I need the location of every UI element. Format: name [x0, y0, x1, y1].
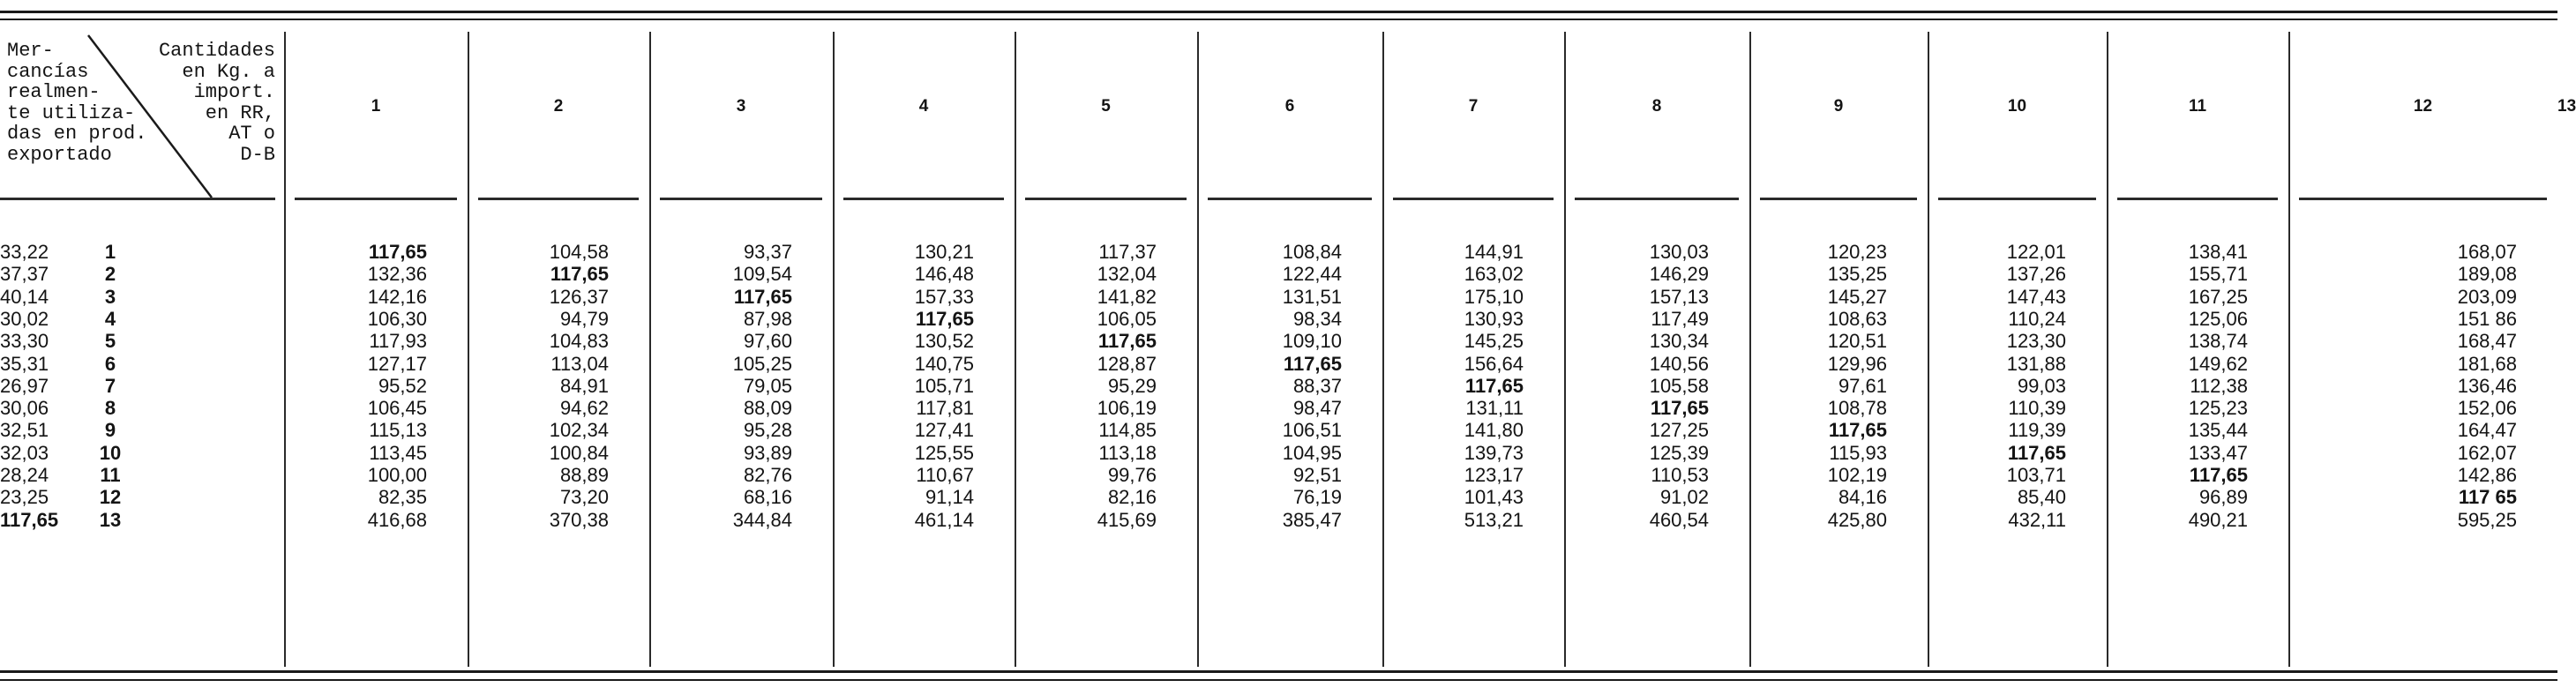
row-heading: 13 — [99, 508, 122, 531]
table-cell: 125,55 — [914, 441, 974, 464]
table-cell: 104,95 — [1282, 441, 1342, 464]
table-cell: 123,17 — [1464, 464, 1524, 486]
corner-header-underline — [0, 198, 275, 200]
corner-left-line: exportado — [7, 143, 112, 166]
table-cell: 117,65 — [1464, 374, 1524, 397]
table-cell: 167,25 — [2188, 285, 2248, 308]
table-cell: 415,69 — [1097, 508, 1157, 531]
table-cell: 99,03 — [2017, 374, 2066, 397]
table-cell: 37,37 — [0, 263, 49, 286]
table-cell: 108,63 — [1827, 307, 1887, 330]
table-cell: 95,52 — [378, 374, 427, 397]
corner-column-header — [143, 41, 275, 165]
corner-right-line: D-B — [240, 143, 275, 166]
table-cell: 117,49 — [1651, 307, 1709, 330]
column-heading: 5 — [1101, 97, 1111, 116]
table-cell: 131,11 — [1465, 397, 1524, 420]
table-cell: 146,48 — [914, 263, 974, 286]
table-cell: 145,27 — [1827, 285, 1887, 308]
table-cell: 151 86 — [2457, 307, 2517, 330]
table-cell: 94,79 — [559, 307, 609, 330]
table-cell: 145,25 — [1464, 330, 1524, 353]
table-cell: 117,81 — [916, 397, 974, 420]
table-cell: 460,54 — [1649, 508, 1709, 531]
column-separator — [1197, 32, 1199, 667]
table-cell: 127,17 — [367, 352, 427, 375]
table-cell: 130,21 — [914, 241, 974, 263]
table-cell: 82,35 — [378, 486, 427, 509]
table-cell: 117,65 — [915, 307, 974, 330]
row-heading: 1 — [104, 241, 116, 263]
column-header-underline — [843, 198, 1004, 200]
corner-left-line: das en prod. — [7, 123, 147, 145]
table-cell: 84,16 — [1838, 486, 1887, 509]
table-cell: 117,65 — [1650, 397, 1709, 420]
table-cell: 112,38 — [2190, 374, 2248, 397]
table-cell: 344,84 — [732, 508, 792, 531]
table-cell: 104,83 — [549, 330, 609, 353]
row-heading: 5 — [104, 330, 116, 353]
table-cell: 123,30 — [2006, 330, 2066, 353]
table-cell: 125,23 — [2188, 397, 2248, 420]
table-cell: 138,74 — [2188, 330, 2248, 353]
table-cell: 117,65 — [0, 508, 59, 531]
table-cell: 93,37 — [743, 241, 792, 263]
table-cell: 109,54 — [732, 263, 792, 286]
table-cell: 105,58 — [1649, 374, 1709, 397]
table-cell: 35,31 — [0, 352, 49, 375]
row-heading: 12 — [99, 486, 122, 509]
table-cell: 130,34 — [1649, 330, 1709, 353]
table-cell: 156,64 — [1464, 352, 1524, 375]
row-heading: 10 — [99, 441, 122, 464]
column-header-underline — [660, 198, 822, 200]
column-heading: 13 — [2557, 97, 2576, 116]
table-cell: 117,65 — [2189, 464, 2248, 486]
table-cell: 23,25 — [0, 486, 49, 509]
table-cell: 28,24 — [0, 464, 49, 486]
corner-left-line: realmen- — [7, 81, 101, 103]
table-cell: 110,39 — [2008, 397, 2066, 420]
table-cell: 162,07 — [2457, 441, 2517, 464]
table-cell: 138,41 — [2188, 241, 2248, 263]
table-cell: 140,75 — [914, 352, 974, 375]
column-header-underline — [1025, 198, 1187, 200]
column-separator — [2288, 32, 2290, 667]
corner-row-header — [7, 40, 147, 166]
table-cell: 33,22 — [0, 241, 49, 263]
table-cell: 140,56 — [1649, 352, 1709, 375]
row-heading: 3 — [104, 285, 116, 308]
column-heading: 9 — [1833, 97, 1844, 116]
table-cell: 105,25 — [732, 352, 792, 375]
table-cell: 73,20 — [559, 486, 609, 509]
table-cell: 461,14 — [914, 508, 974, 531]
table-cell: 117,65 — [1283, 352, 1342, 375]
table-cell: 125,06 — [2188, 307, 2248, 330]
table-cell: 32,51 — [0, 419, 49, 442]
table-cell: 131,88 — [2006, 352, 2066, 375]
column-heading: 10 — [2007, 97, 2027, 116]
row-heading: 4 — [104, 307, 116, 330]
corner-right-line: Cantidades — [158, 40, 275, 62]
table-cell: 127,41 — [914, 419, 974, 442]
table-cell: 130,52 — [914, 330, 974, 353]
table-cell: 117 65 — [2458, 486, 2517, 509]
table-cell: 113,45 — [369, 441, 427, 464]
column-separator — [1564, 32, 1566, 667]
row-heading: 9 — [104, 419, 116, 442]
table-cell: 122,01 — [2006, 241, 2066, 263]
corner-left-line: te utiliza- — [7, 101, 136, 124]
column-separator — [284, 32, 286, 667]
column-header-underline — [1393, 198, 1554, 200]
table-cell: 117,65 — [1097, 330, 1157, 353]
row-heading: 11 — [100, 464, 121, 486]
table-cell: 126,37 — [549, 285, 609, 308]
table-cell: 119,39 — [2008, 419, 2066, 442]
row-heading: 6 — [104, 352, 116, 375]
table-cell: 102,34 — [549, 419, 609, 442]
table-cell: 92,51 — [1292, 464, 1342, 486]
corner-right-line: en RR, — [205, 101, 275, 124]
table-cell: 155,71 — [2188, 263, 2248, 286]
table-cell: 84,91 — [559, 374, 609, 397]
table-cell: 96,89 — [2198, 486, 2248, 509]
table-cell: 132,36 — [367, 263, 427, 286]
table-cell: 108,78 — [1827, 397, 1887, 420]
table-cell: 132,04 — [1097, 263, 1157, 286]
table-cell: 164,47 — [2457, 419, 2517, 442]
row-heading: 7 — [104, 374, 116, 397]
table-cell: 385,47 — [1282, 508, 1342, 531]
table-cell: 103,71 — [2006, 464, 2066, 486]
table-cell: 129,96 — [1827, 352, 1887, 375]
table-cell: 95,29 — [1107, 374, 1157, 397]
column-separator — [1928, 32, 1929, 667]
table-cell: 122,44 — [1282, 263, 1342, 286]
table-cell: 203,09 — [2457, 285, 2517, 308]
column-separator — [1015, 32, 1016, 667]
table-cell: 149,62 — [2188, 352, 2248, 375]
column-heading: 3 — [736, 97, 746, 116]
table-cell: 137,26 — [2006, 263, 2066, 286]
table-cell: 127,25 — [1649, 419, 1709, 442]
table-cell: 98,34 — [1292, 307, 1342, 330]
table-cell: 152,06 — [2457, 397, 2517, 420]
table-cell: 104,58 — [549, 241, 609, 263]
column-heading: 7 — [1468, 97, 1479, 116]
table-cell: 189,08 — [2457, 263, 2517, 286]
table-cell: 142,86 — [2457, 464, 2517, 486]
table-cell: 117,65 — [368, 241, 427, 263]
table-cell: 113,04 — [550, 352, 609, 375]
table-cell: 157,33 — [914, 285, 974, 308]
table-cell: 125,39 — [1649, 441, 1709, 464]
table-cell: 106,51 — [1282, 419, 1342, 442]
table-cell: 113,18 — [1098, 441, 1157, 464]
table-cell: 30,06 — [0, 397, 49, 420]
table-cell: 513,21 — [1464, 508, 1524, 531]
table-cell: 130,93 — [1464, 307, 1524, 330]
row-heading: 8 — [104, 397, 116, 420]
table-cell: 106,45 — [367, 397, 427, 420]
corner-right-line: AT o — [228, 123, 275, 145]
table-cell: 135,25 — [1827, 263, 1887, 286]
table-cell: 105,71 — [914, 374, 974, 397]
table-cell: 98,47 — [1292, 397, 1342, 420]
column-header-underline — [1760, 198, 1917, 200]
table-cell: 117,65 — [2007, 441, 2066, 464]
table-cell: 110,67 — [916, 464, 974, 486]
column-header-underline — [1575, 198, 1739, 200]
table-cell: 120,51 — [1827, 330, 1887, 353]
table-cell: 135,44 — [2188, 419, 2248, 442]
column-heading: 12 — [2413, 97, 2433, 116]
column-separator — [1382, 32, 1384, 667]
column-header-underline — [1938, 198, 2096, 200]
table-cell: 175,10 — [1464, 285, 1524, 308]
table-cell: 128,87 — [1097, 352, 1157, 375]
table-cell: 110,24 — [2008, 307, 2066, 330]
table-cell: 117,93 — [369, 330, 427, 353]
column-heading: 1 — [371, 97, 381, 116]
table-cell: 110,53 — [1651, 464, 1709, 486]
column-separator — [2107, 32, 2108, 667]
table-cell: 146,29 — [1649, 263, 1709, 286]
table-cell: 33,30 — [0, 330, 49, 353]
table-cell: 114,85 — [1098, 419, 1157, 442]
table-cell: 93,89 — [743, 441, 792, 464]
table-cell: 97,61 — [1838, 374, 1887, 397]
table-cell: 94,62 — [559, 397, 609, 420]
table-cell: 101,43 — [1464, 486, 1524, 509]
column-header-underline — [2117, 198, 2278, 200]
table-cell: 88,09 — [743, 397, 792, 420]
table-cell: 30,02 — [0, 307, 49, 330]
table-cell: 432,11 — [2008, 508, 2066, 531]
table-cell: 82,16 — [1107, 486, 1157, 509]
table-cell: 141,80 — [1464, 419, 1524, 442]
table-cell: 79,05 — [743, 374, 792, 397]
column-separator — [1749, 32, 1751, 667]
column-separator — [468, 32, 469, 667]
column-header-underline — [478, 198, 639, 200]
column-header-underline — [295, 198, 457, 200]
table-cell: 88,37 — [1292, 374, 1342, 397]
table-cell: 163,02 — [1464, 263, 1524, 286]
column-heading: 8 — [1651, 97, 1662, 116]
table-cell: 139,73 — [1464, 441, 1524, 464]
table-cell: 144,91 — [1464, 241, 1524, 263]
table-cell: 141,82 — [1097, 285, 1157, 308]
table-cell: 95,28 — [743, 419, 792, 442]
table-cell: 68,16 — [743, 486, 792, 509]
table-cell: 91,14 — [925, 486, 974, 509]
table-cell: 142,16 — [367, 285, 427, 308]
table-cell: 181,68 — [2457, 352, 2517, 375]
column-heading: 4 — [918, 97, 929, 116]
table-cell: 99,76 — [1107, 464, 1157, 486]
table-cell: 115,13 — [369, 419, 427, 442]
table-cell: 97,60 — [743, 330, 792, 353]
table-cell: 106,30 — [367, 307, 427, 330]
table-cell: 117,65 — [1828, 419, 1887, 442]
column-separator — [833, 32, 835, 667]
corner-right-line: en Kg. a — [182, 60, 275, 83]
table-cell: 40,14 — [0, 285, 49, 308]
table-cell: 133,47 — [2188, 441, 2248, 464]
table-cell: 168,07 — [2457, 241, 2517, 263]
table-cell: 117,65 — [733, 285, 792, 308]
table-cell: 76,19 — [1292, 486, 1342, 509]
corner-left-line: Mer- — [7, 40, 54, 62]
table-cell: 108,84 — [1282, 241, 1342, 263]
table-cell: 370,38 — [549, 508, 609, 531]
table-cell: 106,19 — [1097, 397, 1157, 420]
corner-right-line: import. — [193, 81, 275, 103]
table-cell: 115,93 — [1829, 441, 1887, 464]
table-cell: 100,00 — [367, 464, 427, 486]
table-cell: 109,10 — [1282, 330, 1342, 353]
table-cell: 85,40 — [2017, 486, 2066, 509]
table-cell: 87,98 — [743, 307, 792, 330]
column-heading: 6 — [1284, 97, 1295, 116]
table-cell: 26,97 — [0, 374, 49, 397]
column-header-underline — [2299, 198, 2547, 200]
table-cell: 88,89 — [559, 464, 609, 486]
table-cell: 416,68 — [367, 508, 427, 531]
table-cell: 130,03 — [1649, 241, 1709, 263]
table-cell: 120,23 — [1827, 241, 1887, 263]
column-heading: 2 — [553, 97, 564, 116]
table-cell: 100,84 — [549, 441, 609, 464]
table-cell: 595,25 — [2457, 508, 2517, 531]
table-cell: 147,43 — [2006, 285, 2066, 308]
table-cell: 106,05 — [1097, 307, 1157, 330]
table-cell: 102,19 — [1827, 464, 1887, 486]
table-cell: 136,46 — [2457, 374, 2517, 397]
column-header-underline — [1208, 198, 1372, 200]
corner-left-line: cancías — [7, 60, 89, 83]
table-cell: 91,02 — [1659, 486, 1709, 509]
table-cell: 82,76 — [743, 464, 792, 486]
column-heading: 11 — [2188, 97, 2207, 116]
row-heading: 2 — [104, 263, 116, 286]
table-cell: 425,80 — [1827, 508, 1887, 531]
table-cell: 117,37 — [1098, 241, 1157, 263]
table-cell: 490,21 — [2188, 508, 2248, 531]
table-cell: 168,47 — [2457, 330, 2517, 353]
column-separator — [649, 32, 651, 667]
table-cell: 117,65 — [550, 263, 609, 286]
table-cell: 131,51 — [1282, 285, 1342, 308]
table-cell: 32,03 — [0, 441, 49, 464]
table-cell: 157,13 — [1649, 285, 1709, 308]
